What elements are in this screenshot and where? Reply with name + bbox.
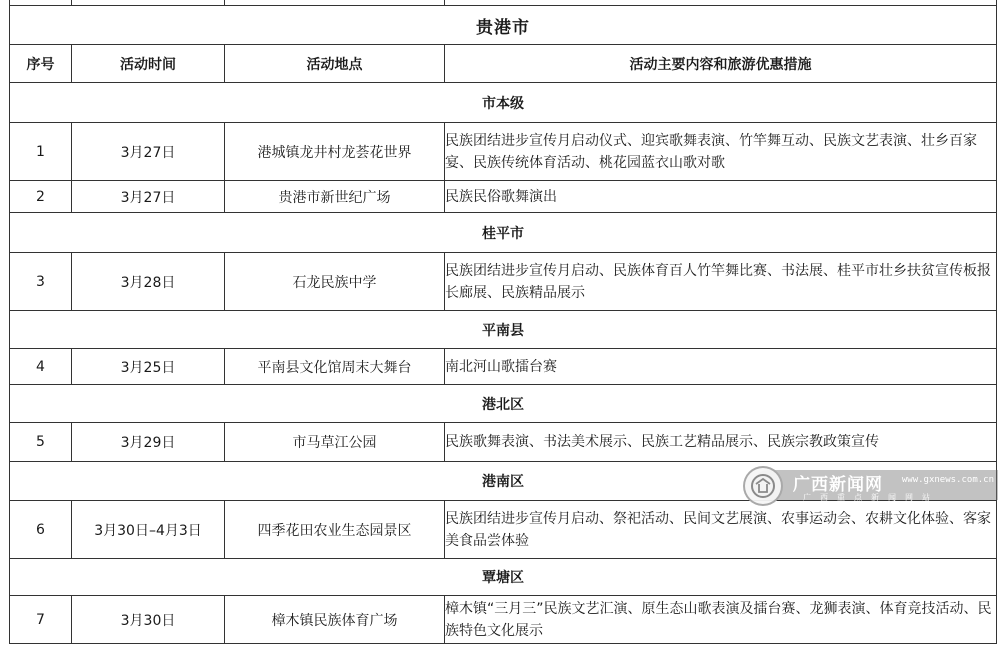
table-row <box>10 423 997 462</box>
row-time: 3月27日 <box>72 123 225 181</box>
table-row <box>10 501 997 559</box>
row-content: 南北河山歌擂台赛 <box>445 349 997 385</box>
region-label: 市本级 <box>10 83 997 123</box>
header-place: 活动地点 <box>225 45 445 83</box>
region-label: 港南区 <box>10 462 997 501</box>
row-time: 3月28日 <box>72 253 225 311</box>
row-num: 6 <box>10 501 72 559</box>
region-row <box>10 213 997 253</box>
header-time: 活动时间 <box>72 45 225 83</box>
row-place: 樟木镇民族体育广场 <box>225 596 445 644</box>
table-row <box>10 596 997 644</box>
row-content: 民族团结进步宣传月启动、祭祀活动、民间文艺展演、农事运动会、农耕文化体验、客家美食品尝体验 <box>445 501 997 559</box>
row-content: 民族团结进步宣传月启动仪式、迎宾歌舞表演、竹竿舞互动、民族文艺表演、壮乡百家宴、民族传统体育活动、桃花园蓝衣山歌对歌 <box>445 123 997 181</box>
region-row <box>10 559 997 596</box>
row-place: 平南县文化馆周末大舞台 <box>225 349 445 385</box>
column-header-row <box>10 45 997 83</box>
row-num: 3 <box>10 253 72 311</box>
row-num: 1 <box>10 123 72 181</box>
row-content: 民族民俗歌舞演出 <box>445 181 997 213</box>
table-row <box>10 349 997 385</box>
row-time: 3月29日 <box>72 423 225 462</box>
region-row <box>10 83 997 123</box>
row-place: 港城镇龙井村龙荟花世界 <box>225 123 445 181</box>
row-num: 2 <box>10 181 72 213</box>
table-row <box>10 181 997 213</box>
region-label: 港北区 <box>10 385 997 423</box>
watermark-title: 广西新闻网 <box>793 475 883 495</box>
row-time: 3月30日–4月3日 <box>72 501 225 559</box>
row-content: 民族歌舞表演、书法美术展示、民族工艺精品展示、民族宗教政策宣传 <box>445 423 997 462</box>
logo-glyph-icon <box>750 473 776 499</box>
row-num: 7 <box>10 596 72 644</box>
region-row <box>10 311 997 349</box>
watermark-subtitle: 广西重点新闻网站 <box>803 493 939 502</box>
region-row <box>10 385 997 423</box>
watermark-url: www.gxnews.com.cn <box>901 475 994 485</box>
row-place: 四季花田农业生态园景区 <box>225 501 445 559</box>
gxnews-watermark <box>743 466 998 506</box>
header-num: 序号 <box>10 45 72 83</box>
table-row <box>10 123 997 181</box>
city-title: 贵港市 <box>10 6 997 45</box>
row-place: 石龙民族中学 <box>225 253 445 311</box>
gxnews-logo-icon <box>743 466 783 506</box>
row-time: 3月30日 <box>72 596 225 644</box>
row-time: 3月27日 <box>72 181 225 213</box>
region-label: 桂平市 <box>10 213 997 253</box>
row-content: 樟木镇“三月三”民族文艺汇演、原生态山歌表演及擂台赛、龙狮表演、体育竞技活动、民族特色文化展示 <box>445 596 997 644</box>
region-label: 平南县 <box>10 311 997 349</box>
row-place: 市马草江公园 <box>225 423 445 462</box>
header-content: 活动主要内容和旅游优惠措施 <box>445 45 997 83</box>
row-content: 民族团结进步宣传月启动、民族体育百人竹竿舞比赛、书法展、桂平市壮乡扶贫宣传板报长廊展、民族精品展示 <box>445 253 997 311</box>
city-header-row <box>10 6 997 45</box>
activity-schedule-table <box>9 0 997 644</box>
table-row <box>10 253 997 311</box>
row-place: 贵港市新世纪广场 <box>225 181 445 213</box>
region-label: 覃塘区 <box>10 559 997 596</box>
row-num: 5 <box>10 423 72 462</box>
row-time: 3月25日 <box>72 349 225 385</box>
row-num: 4 <box>10 349 72 385</box>
